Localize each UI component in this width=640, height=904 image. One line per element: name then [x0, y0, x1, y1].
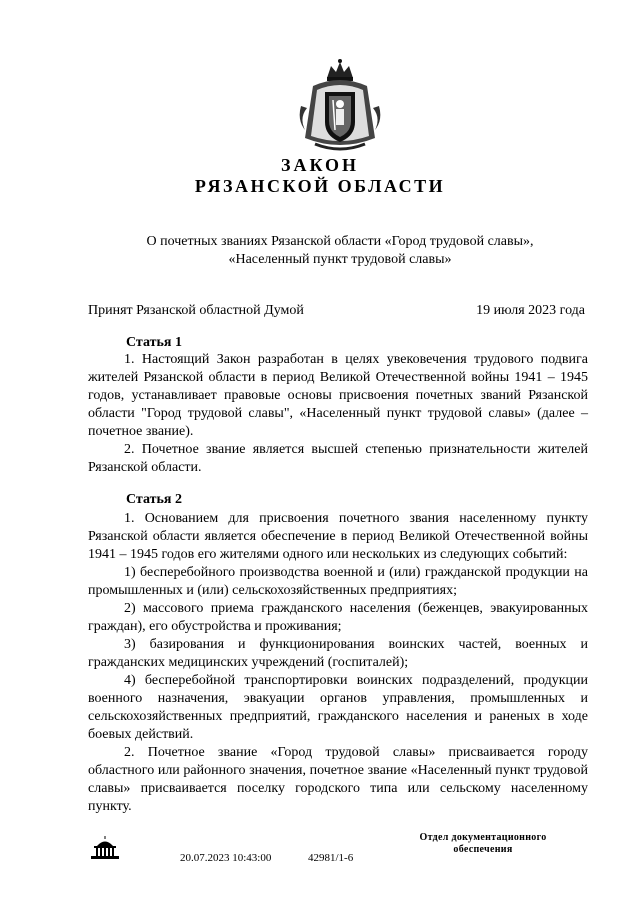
law-title: ЗАКОН	[280, 155, 360, 175]
article-2-body	[88, 510, 588, 816]
paragraph: 1. Основанием для присвоения почетного звания населенному пункту Рязанской области является обеспечение в период Великой Отечественной войны 1941 – 1945 годов его жителями одного или нескольких из следующих событий:	[88, 511, 588, 562]
adopting-body: Принят Рязанской областной Думой	[88, 303, 304, 318]
coat-of-arms-icon	[295, 56, 385, 156]
paragraph: 2. Почетное звание «Город трудовой славы» присваивается городу областного или районного значения, почетное звание «Населенный пункт трудовой славы» присваивается поселку городского типа или сельскому населенному пункту.	[88, 745, 588, 814]
registration-number: 42981/1-6	[308, 852, 354, 864]
law-title-region: РЯЗАНСКОЙ ОБЛАСТИ	[194, 176, 446, 196]
adoption-line	[88, 303, 585, 319]
law-subject-line: «Населенный пункт трудовой славы»	[228, 252, 452, 267]
article-1-body	[88, 351, 588, 477]
department-stamp	[398, 832, 568, 856]
article-2-heading: Статья 2	[126, 492, 182, 507]
list-item: 3) базирования и функционирования воинских частей, военных и гражданских медицинских учреждений (госпиталей);	[88, 637, 588, 670]
list-item: 1) бесперебойного производства военной и (или) гражданской продукции на промышленных и (или) сельскохозяйственных предприятиях;	[88, 565, 588, 598]
article-1-heading: Статья 1	[126, 335, 182, 350]
department-line: Отдел документационного	[419, 832, 547, 843]
registration-timestamp: 20.07.2023 10:43:00	[180, 852, 272, 864]
list-item: 2) массового приема гражданского населения (беженцев, эвакуированных граждан), его обустройства и проживания;	[88, 601, 588, 634]
paragraph: 2. Почетное звание является высшей степенью признательности жителей Рязанской области.	[88, 442, 588, 475]
duma-building-icon	[88, 834, 122, 862]
list-item: 4) бесперебойной транспортировки воинских подразделений, продукции военного назначения, эвакуации органов управления, промышленных и сельскохозяйственных предприятий, гражданского населения и раненых в ходе боевых действий.	[88, 673, 588, 742]
law-subject	[90, 233, 590, 269]
adoption-date: 19 июля 2023 года	[476, 303, 585, 318]
paragraph: 1. Настоящий Закон разработан в целях увековечения трудового подвига жителей Рязанской области в период Великой Отечественной войны 1941 – 1945 годов, устанавливает правовые основы присвоения почетных званий Рязанской области "Город трудовой славы", «Населенный пункт трудовой славы» (далее – почетное звание).	[88, 352, 588, 439]
law-subject-line: О почетных званиях Рязанской области «Город трудовой славы»,	[146, 234, 534, 249]
department-line: обеспечения	[453, 844, 513, 855]
